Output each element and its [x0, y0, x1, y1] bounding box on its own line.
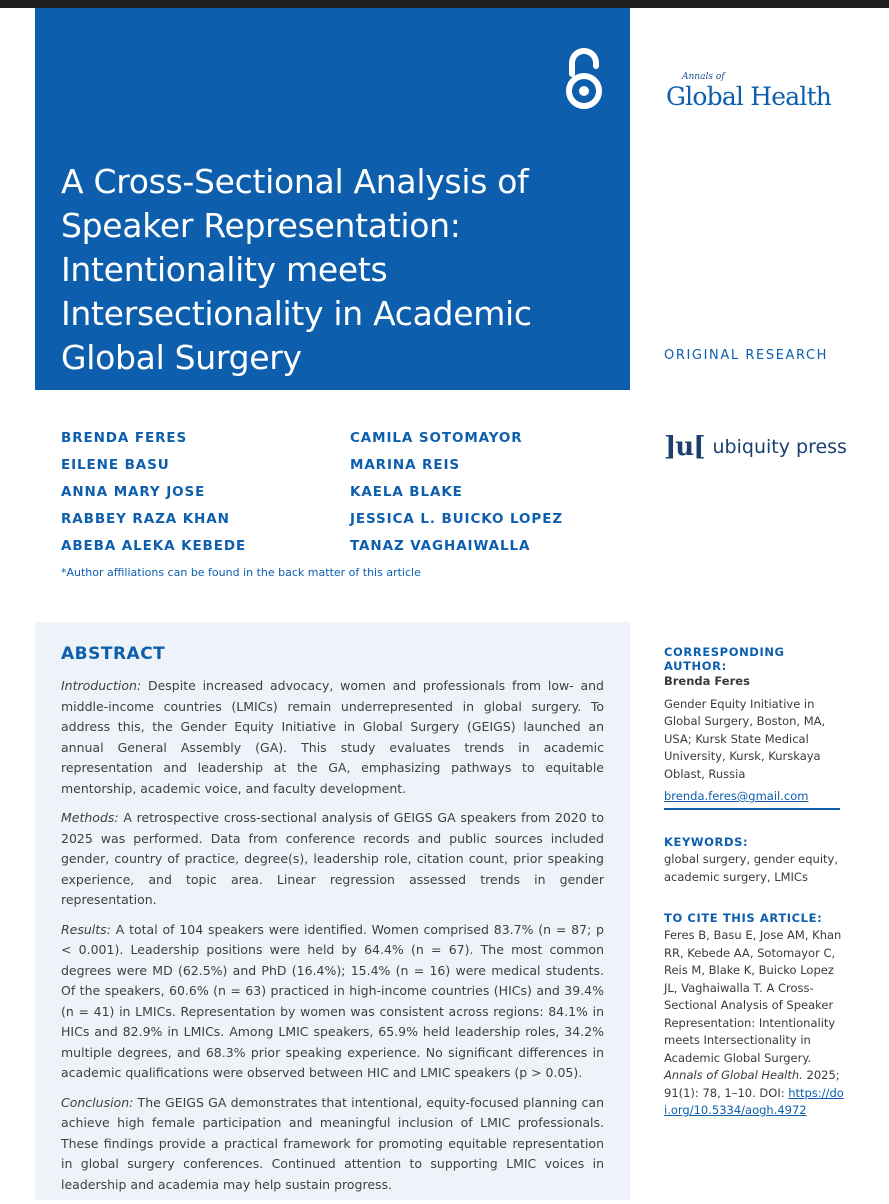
journal-name: Global Health	[666, 82, 832, 111]
keywords-section	[664, 835, 844, 886]
section-divider	[664, 808, 840, 810]
citation-details: 2025; 91(1): 78, 1–10. DOI:	[664, 1068, 840, 1100]
author-name[interactable]: JESSICA L. BUICKO LOPEZ	[350, 511, 564, 527]
abstract-conclusion	[61, 1093, 604, 1196]
section-label: Conclusion:	[61, 1094, 134, 1110]
affiliation-note: *Author affiliations can be found in the back matter of this article	[61, 566, 421, 579]
corresponding-heading: CORRESPONDING AUTHOR:	[664, 645, 785, 673]
publisher-mark: ]u[	[664, 432, 705, 462]
article-type: ORIGINAL RESEARCH	[664, 348, 829, 363]
corresponding-author-section	[664, 645, 844, 806]
citation-section	[664, 911, 844, 1120]
abstract-body	[61, 676, 604, 1204]
abstract-methods	[61, 808, 604, 911]
citation-text	[664, 927, 844, 1120]
author-name[interactable]: CAMILA SOTOMAYOR	[350, 430, 523, 446]
author-name[interactable]: KAELA BLAKE	[350, 484, 463, 500]
author-name[interactable]: ANNA MARY JOSE	[61, 484, 206, 500]
author-name[interactable]: MARINA REIS	[350, 457, 461, 473]
citation-body: Feres B, Basu E, Jose AM, Khan RR, Kebede AA, Sotomayor C, Reis M, Blake K, Buicko Lopez JL, Vaghaiwalla T. A Cross-Sectional Analysis of Speaker Representation: Intentionality meets Intersectionality in Academic Global Surgery.	[664, 928, 842, 1065]
author-name[interactable]: ABEBA ALEKA KEBEDE	[61, 538, 247, 554]
author-name[interactable]: RABBEY RAZA KHAN	[61, 511, 230, 527]
author-name[interactable]: BRENDA FERES	[61, 430, 188, 446]
author-name[interactable]: EILENE BASU	[61, 457, 170, 473]
publisher-logo	[664, 432, 847, 462]
section-text: Despite increased advocacy, women and professionals from low- and middle-income countries (LMICs) remain underrepresented in global surgery. To address this, the Gender Equity Initiative in Global Surgery (GEIGS) launched an annual General Assembly (GA). This study evaluates trends in academic representation and leadership at the GA, emphasizing pathways to equitable mentorship, academic voice, and faculty development.	[61, 678, 604, 796]
corresponding-name: Brenda Feres	[664, 674, 750, 688]
journal-logo	[666, 72, 831, 111]
keywords-text: global surgery, gender equity, academic surgery, LMICs	[664, 852, 839, 884]
article-title: A Cross-Sectional Analysis of Speaker Representation: Intentionality meets Intersectionality in Academic Global Surgery	[61, 162, 532, 377]
doi-link[interactable]: https://doi.org/10.5334/aogh.4972	[664, 1085, 844, 1117]
corresponding-affiliation: Gender Equity Initiative in Global Surgery, Boston, MA, USA; Kursk State Medical University, Kursk, Kurskaya Oblast, Russia	[664, 696, 826, 781]
section-text: A retrospective cross-sectional analysis of GEIGS GA speakers from 2020 to 2025 was performed. Data from conference records and public sources included gender, country of practice, degree(s), leadership role, citation count, prior speaking experience, and topic area. Linear regression assessed trends in gender representation.	[61, 810, 604, 907]
author-list-right	[350, 428, 563, 563]
section-text: A total of 104 speakers were identified. Women comprised 83.7% (n = 87; p < 0.001). Leadership positions were held by 64.4% (n = 67). The most common degrees were MD (62.5%) and PhD (16.4%); 15.4% (n = 16) were medical students. Of the speakers, 60.6% (n = 63) practiced in high-income countries (HICs) and 39.4% (n = 41) in LMICs. Representation by women was consistent across regions: 84.1% in HICs and 82.9% in LMICs. Among LMIC speakers, 65.9% held leadership roles, 34.2% multiple degrees, and 68.3% prior speaking experience. No significant differences in academic qualifications were observed between HIC and LMIC speakers (p > 0.05).	[61, 921, 604, 1080]
section-label: Results:	[61, 921, 111, 937]
citation-journal: Annals of Global Health.	[664, 1068, 803, 1082]
corresponding-email-link[interactable]: brenda.feres@gmail.com	[664, 789, 809, 803]
section-text: The GEIGS GA demonstrates that intentional, equity-focused planning can achieve high female participation and meaningful inclusion of LMIC professionals. These findings provide a practical framework for promoting equitable representation in global surgery conferences. Continued attention to supporting LMIC voices in leadership and academia may help sustain progress.	[61, 1094, 604, 1192]
abstract-results	[61, 920, 604, 1084]
top-bar	[0, 0, 889, 8]
author-name[interactable]: TANAZ VAGHAIWALLA	[350, 538, 531, 554]
open-access-icon	[562, 46, 606, 112]
author-list-left	[61, 428, 246, 563]
abstract-introduction	[61, 676, 604, 799]
abstract-heading: ABSTRACT	[61, 644, 166, 664]
section-label: Methods:	[61, 810, 119, 825]
citation-heading: TO CITE THIS ARTICLE:	[664, 911, 823, 925]
publisher-name: ubiquity press	[712, 436, 847, 458]
keywords-heading: KEYWORDS:	[664, 835, 749, 849]
section-label: Introduction:	[61, 678, 142, 693]
journal-prefix: Annals of	[682, 72, 725, 82]
